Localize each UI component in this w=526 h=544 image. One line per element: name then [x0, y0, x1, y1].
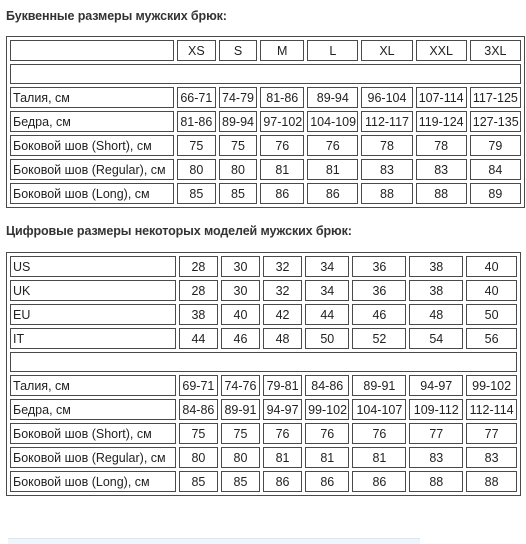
header-cell: XS [177, 40, 216, 61]
table-cell: 84-86 [305, 375, 349, 396]
letter-sizes-heading: Буквенные размеры мужских брюк: [6, 9, 227, 23]
header-cell: S [219, 40, 258, 61]
table-cell: 80 [221, 447, 260, 468]
table-cell: 112-117 [361, 111, 412, 132]
table-cell: 83 [466, 447, 517, 468]
table-cell: 54 [409, 328, 463, 349]
spacer-cell [10, 64, 521, 84]
table-cell: 127-135 [470, 111, 521, 132]
table-cell: 38 [409, 280, 463, 301]
table-cell: 76 [352, 423, 406, 444]
table-cell: 81 [307, 159, 358, 180]
row-label: Боковой шов (Regular), см [10, 447, 176, 468]
table-cell: 28 [179, 256, 218, 277]
table-cell: 48 [263, 328, 302, 349]
table-cell: 85 [177, 183, 216, 204]
row-label: IT [10, 328, 176, 349]
table-cell: 88 [409, 471, 463, 492]
table-cell: 104-109 [307, 111, 358, 132]
table-cell: 74-79 [219, 87, 258, 108]
row-label: Бедра, см [10, 111, 174, 132]
table-cell: 109-112 [409, 399, 463, 420]
size-row-uk [10, 280, 517, 301]
table-cell: 66-71 [177, 87, 216, 108]
table-cell: 104-107 [352, 399, 406, 420]
table-cell: 79 [470, 135, 521, 156]
table-cell: 83 [416, 159, 467, 180]
size-row-eu [10, 304, 517, 325]
table-cell: 36 [352, 280, 406, 301]
table-header-row [10, 40, 521, 61]
table-cell: 85 [221, 471, 260, 492]
header-cell: XL [361, 40, 412, 61]
table-cell: 86 [305, 471, 349, 492]
table-cell: 80 [179, 447, 218, 468]
table-cell: 30 [221, 256, 260, 277]
spacer-row [10, 352, 517, 372]
header-cell: L [307, 40, 358, 61]
table-cell: 78 [416, 135, 467, 156]
table-cell: 32 [263, 280, 302, 301]
spacer-row [10, 64, 521, 84]
row-label: Боковой шов (Regular), см [10, 159, 174, 180]
table-cell: 80 [219, 159, 258, 180]
table-cell: 94-97 [263, 399, 302, 420]
table-cell: 75 [179, 423, 218, 444]
table-cell: 75 [221, 423, 260, 444]
table-row [10, 447, 517, 468]
header-cell-empty [10, 40, 174, 61]
table-cell: 99-102 [466, 375, 517, 396]
row-label: Бедра, см [10, 399, 176, 420]
table-cell: 85 [179, 471, 218, 492]
table-row [10, 399, 517, 420]
table-cell: 44 [305, 304, 349, 325]
table-cell: 44 [179, 328, 218, 349]
row-label: Боковой шов (Short), см [10, 423, 176, 444]
table-cell: 34 [305, 280, 349, 301]
table-cell: 89 [470, 183, 521, 204]
table-cell: 86 [352, 471, 406, 492]
numeric-sizes-table [6, 252, 521, 496]
row-label: EU [10, 304, 176, 325]
table-cell: 94-97 [409, 375, 463, 396]
table-cell: 84 [470, 159, 521, 180]
table-cell: 117-125 [470, 87, 521, 108]
table-cell: 28 [179, 280, 218, 301]
table-cell: 30 [221, 280, 260, 301]
table-cell: 46 [352, 304, 406, 325]
row-label: Талия, см [10, 375, 176, 396]
table-cell: 76 [263, 423, 302, 444]
table-cell: 76 [260, 135, 304, 156]
numeric-sizes-heading: Цифровые размеры некоторых моделей мужских брюк: [6, 224, 352, 238]
bottom-bar [8, 538, 420, 544]
row-label: Талия, см [10, 87, 174, 108]
table-cell: 50 [466, 304, 517, 325]
table-cell: 97-102 [260, 111, 304, 132]
row-label: UK [10, 280, 176, 301]
table-row [10, 135, 521, 156]
table-cell: 86 [263, 471, 302, 492]
table-row [10, 87, 521, 108]
table-cell: 48 [409, 304, 463, 325]
table-cell: 119-124 [416, 111, 467, 132]
table-cell: 79-81 [263, 375, 302, 396]
table-cell: 112-114 [466, 399, 517, 420]
table-cell: 81-86 [260, 87, 304, 108]
table-cell: 89-91 [352, 375, 406, 396]
letter-sizes-table [6, 36, 525, 208]
table-cell: 78 [361, 135, 412, 156]
table-cell: 76 [307, 135, 358, 156]
spacer-cell [10, 352, 517, 372]
table-cell: 76 [305, 423, 349, 444]
size-row-it [10, 328, 517, 349]
table-cell: 83 [409, 447, 463, 468]
table-cell: 83 [361, 159, 412, 180]
table-cell: 107-114 [416, 87, 467, 108]
table-cell: 38 [179, 304, 218, 325]
row-label: US [10, 256, 176, 277]
table-cell: 38 [409, 256, 463, 277]
table-cell: 52 [352, 328, 406, 349]
table-cell: 85 [219, 183, 258, 204]
table-row [10, 471, 517, 492]
header-cell: M [260, 40, 304, 61]
table-cell: 42 [263, 304, 302, 325]
table-cell: 99-102 [305, 399, 349, 420]
table-cell: 80 [177, 159, 216, 180]
table-cell: 81 [260, 159, 304, 180]
table-row [10, 183, 521, 204]
table-row [10, 423, 517, 444]
row-label: Боковой шов (Short), см [10, 135, 174, 156]
header-cell: XXL [416, 40, 467, 61]
table-cell: 34 [305, 256, 349, 277]
table-cell: 88 [361, 183, 412, 204]
table-cell: 81-86 [177, 111, 216, 132]
table-cell: 75 [219, 135, 258, 156]
table-row [10, 111, 521, 132]
table-cell: 81 [305, 447, 349, 468]
table-cell: 86 [307, 183, 358, 204]
size-row-us [10, 256, 517, 277]
table-row [10, 375, 517, 396]
table-cell: 46 [221, 328, 260, 349]
table-cell: 56 [466, 328, 517, 349]
table-cell: 74-76 [221, 375, 260, 396]
table-cell: 40 [466, 280, 517, 301]
table-cell: 40 [221, 304, 260, 325]
table-cell: 84-86 [179, 399, 218, 420]
table-cell: 89-94 [219, 111, 258, 132]
table-cell: 40 [466, 256, 517, 277]
table-cell: 77 [466, 423, 517, 444]
table-cell: 36 [352, 256, 406, 277]
table-cell: 81 [263, 447, 302, 468]
table-cell: 96-104 [361, 87, 412, 108]
table-cell: 75 [177, 135, 216, 156]
row-label: Боковой шов (Long), см [10, 471, 176, 492]
table-cell: 32 [263, 256, 302, 277]
table-cell: 69-71 [179, 375, 218, 396]
table-cell: 88 [416, 183, 467, 204]
table-cell: 89-91 [221, 399, 260, 420]
table-cell: 89-94 [307, 87, 358, 108]
table-cell: 88 [466, 471, 517, 492]
row-label: Боковой шов (Long), см [10, 183, 174, 204]
table-cell: 50 [305, 328, 349, 349]
table-cell: 86 [260, 183, 304, 204]
table-row [10, 159, 521, 180]
table-cell: 81 [352, 447, 406, 468]
header-cell: 3XL [470, 40, 521, 61]
table-cell: 77 [409, 423, 463, 444]
